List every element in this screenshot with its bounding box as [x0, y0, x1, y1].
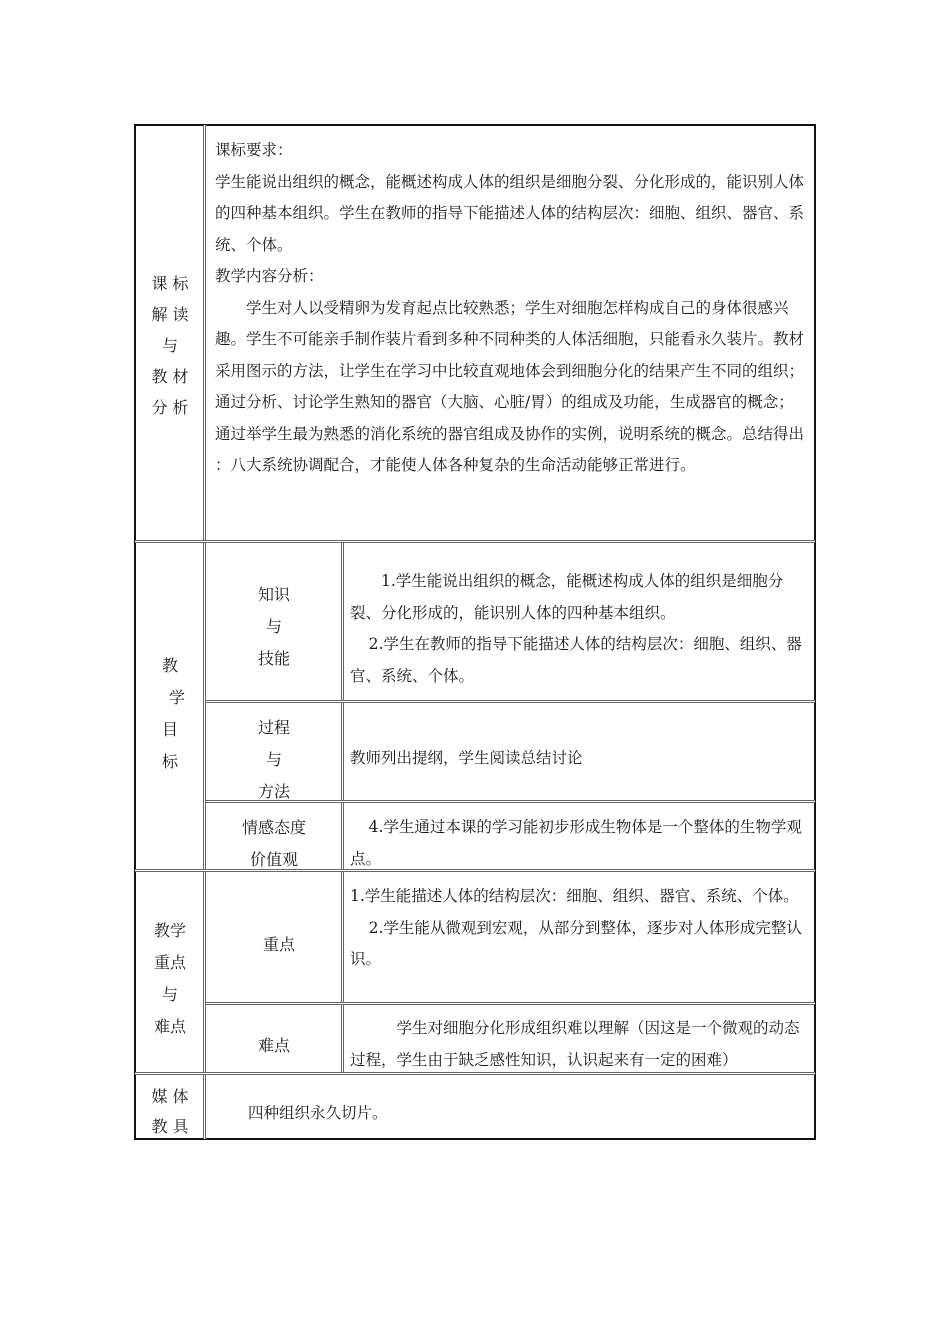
- row-label-line: 与: [265, 617, 282, 636]
- section2-side-label: [136, 650, 204, 778]
- row-label-line: 情感态度: [241, 818, 306, 837]
- attitude-values-content: [350, 812, 805, 875]
- analysis-text: 学生对人以受精卵为发育起点比较熟悉；学生对细胞怎样构成自己的身体很感兴趣。学生不可能亲手制作装片看到多种不同种类的人体活细胞，只能看永久装片。教材采用图示的方法，让学生在学习中比较直观地体会到细胞分化的结果产生不同的组织；通过分析、讨论学生熟知的器官（大脑、心脏/胃）的组成及功能，生成器官的概念；通过举学生最为熟悉的消化系统的器官组成及协作的实例，说明系统的概念。总结得出 ：八大系统协调配合，才能使人体各种复杂的生命活动能够正常进行。: [215, 298, 805, 474]
- section3-side-label: [136, 915, 204, 1043]
- side-label-line: 教 具: [151, 1117, 189, 1136]
- side-label-line: 与: [161, 985, 178, 1004]
- difficulties-label: [206, 1030, 342, 1062]
- key-points-content: [350, 881, 805, 976]
- section4-side-label: [136, 1082, 204, 1142]
- media-tools-text: 四种组织永久切片。: [248, 1104, 388, 1122]
- process-method-content: [350, 743, 805, 775]
- attitude-values-label: [206, 812, 342, 876]
- difficulty-item: 学生对细胞分化形成组织难以理解（因这是一个微观的动态过程，学生由于缺乏感性知识，认识起来有一定的困难）: [350, 1019, 800, 1069]
- objective-item: 4.学生通过本课的学习能初步形成生物体是一个整体的生物学观点。: [350, 818, 802, 868]
- side-label-line: 教 材: [151, 367, 189, 386]
- knowledge-skills-content: [350, 566, 805, 692]
- difficulties-content: [350, 1013, 805, 1076]
- objective-item: 1.学生能说出组织的概念，能概述构成人体的组织是细胞分裂、分化形成的，能识别人体的四种基本组织。: [350, 572, 784, 622]
- side-label-line: 分 析: [151, 398, 189, 417]
- side-label-line: 难点: [153, 1017, 186, 1036]
- standard-heading: 课标要求：: [215, 141, 293, 159]
- row-label-line: 重点: [262, 935, 295, 954]
- objective-item: 2.学生在教师的指导下能描述人体的结构层次：细胞、组织、器官、系统、个体。: [350, 635, 802, 685]
- section1-side-label: [136, 268, 204, 423]
- row-label-line: 方法: [257, 782, 290, 801]
- side-label-line: 教: [161, 656, 178, 675]
- row-label-line: 价值观: [249, 850, 298, 869]
- key-point-item: 2.学生能从微观到宏观，从部分到整体，逐步对人体形成完整认识。: [350, 918, 802, 968]
- side-label-line: 学: [168, 688, 185, 707]
- side-label-line: 解 读: [151, 305, 189, 324]
- side-label-line: 标: [161, 752, 178, 771]
- focus-row-divider: [206, 1002, 815, 1005]
- side-label-line: 教学: [153, 921, 186, 940]
- side-label-line: 课 标: [151, 274, 189, 293]
- row-label-line: 技能: [257, 649, 290, 668]
- section-divider-1: [135, 540, 815, 543]
- analysis-heading: 教学内容分析：: [215, 267, 324, 285]
- side-label-line: 目: [161, 720, 178, 739]
- objectives-row-divider-1: [206, 700, 815, 703]
- row-label-line: 难点: [257, 1036, 290, 1055]
- row-label-line: 与: [265, 750, 282, 769]
- key-point-item: 1.学生能描述人体的结构层次：细胞、组织、器官、系统、个体。: [350, 887, 799, 905]
- side-label-line: 重点: [153, 953, 186, 972]
- row-label-line: 知识: [257, 585, 290, 604]
- side-label-line: 与: [161, 336, 178, 355]
- standard-text: 学生能说出组织的概念，能概述构成人体的组织是细胞分裂、分化形成的，能识别人体的四种基本组织。学生在教师的指导下能描述人体的结构层次：细胞、组织、器官、系统、个体。: [215, 172, 805, 254]
- key-points-label: [206, 929, 352, 961]
- side-label-line: 媒 体: [151, 1087, 189, 1106]
- row-label-line: 过程: [257, 718, 290, 737]
- objective-item: 教师列出提纲，学生阅读总结讨论: [350, 749, 583, 767]
- media-tools-content: [248, 1098, 788, 1130]
- process-method-label: [206, 712, 342, 808]
- knowledge-skills-label: [206, 579, 342, 675]
- section1-content: [215, 135, 805, 482]
